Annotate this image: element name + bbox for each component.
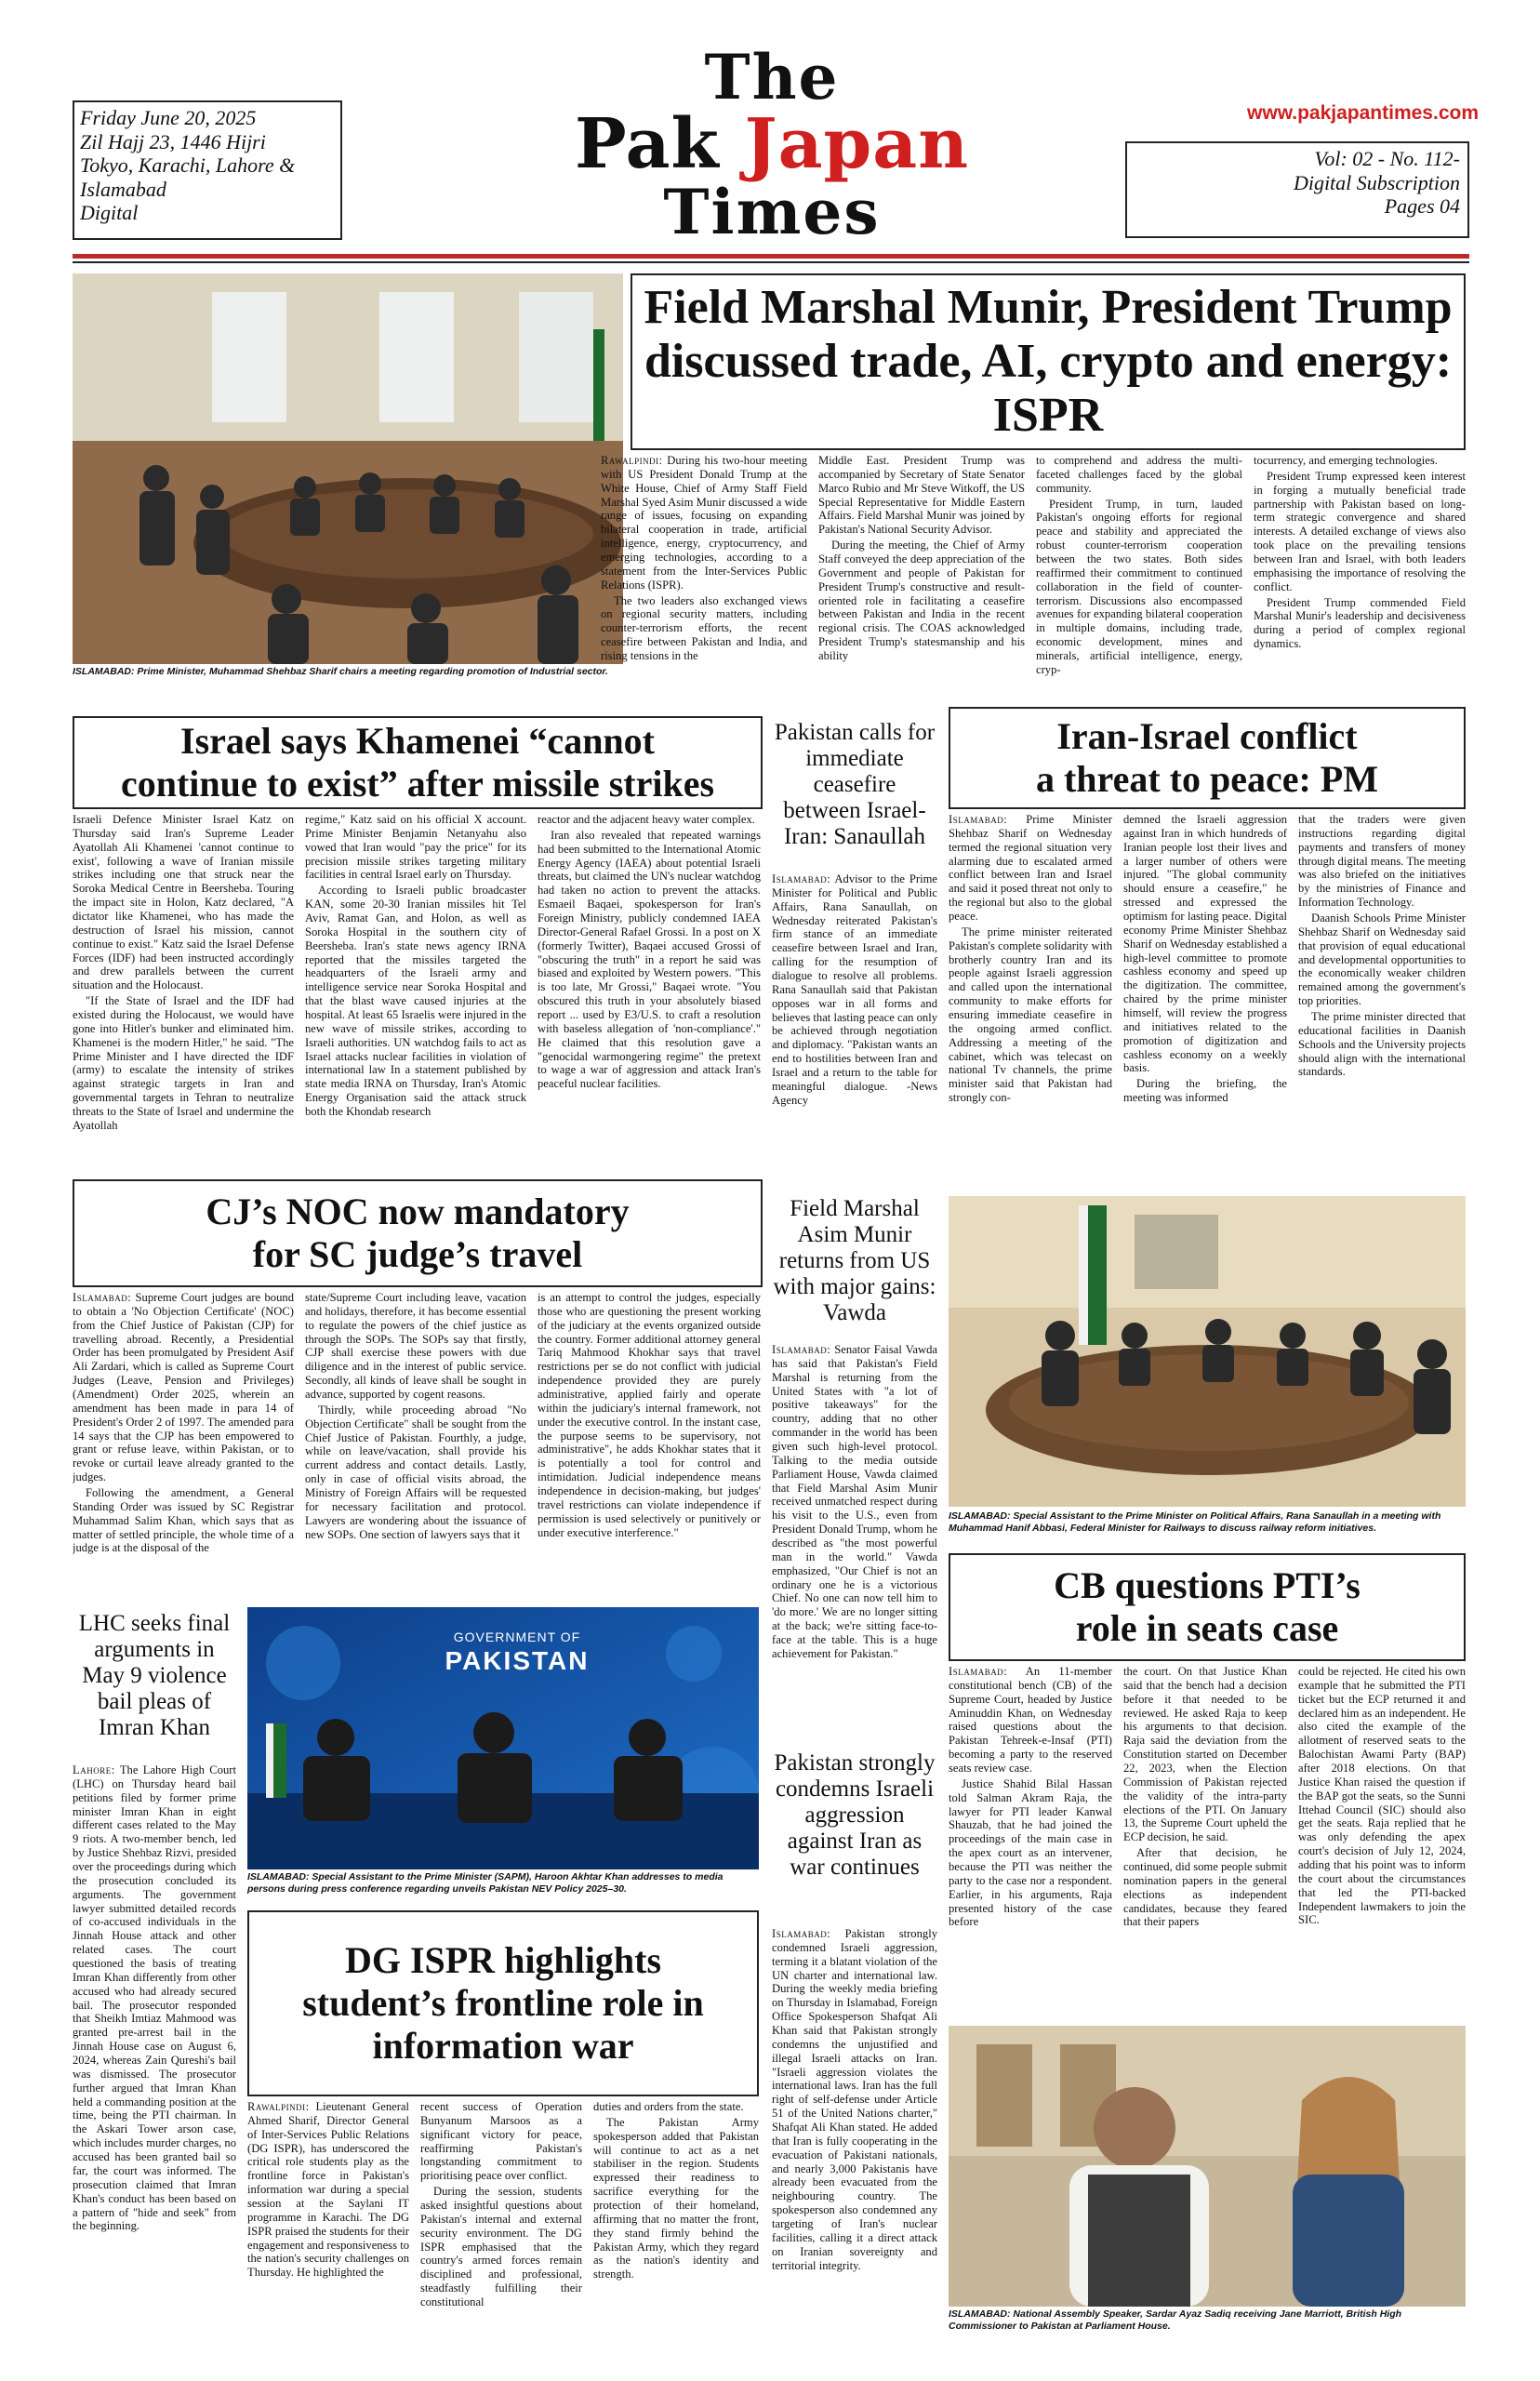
story1-col2b: During the meeting, the Chief of Army Staff conveyed the deep appreciation of the Government and people of Pakistan for President Trump's constructive and result-oriented role in facilitating a ceasefire between Pakistan and India in the recent regional crisis. The COAS acknowledged President Trump's statesmanship and his ability [818, 539, 1025, 663]
story4-col3b: Daanish Schools Prime Minister Shehbaz Sharif on Wednesday said that provision of equal educational and developmental opportunities to the economically weaker children remained among the government's top priorities. [1298, 911, 1466, 1008]
story10-col3-text: duties and orders from the state. [593, 2100, 744, 2113]
story4-col3-text: that the traders were given instructions regarding digital payments and transfers of money through digital means. The meeting was also briefed on the initiatives by the ministries of Finance and Information Technology. [1298, 813, 1466, 910]
title-japan: Japan [744, 104, 970, 184]
story8-dateline: Lahore: [73, 1763, 115, 1776]
story3-body-col [772, 872, 937, 1163]
railway-meeting-photo [949, 1196, 1466, 1507]
story5-headline-box [73, 1179, 763, 1287]
story7-col2-text: the court. On that Justice Khan said that the bench had a decision before it that needed to be reviewed. He asked Raja to keep his arguments to that decision. Raja said the deviation from the Constitution started on December 22, 2023, when the Election Commission of Pakistan rejected the validity of the intra-party elections of the PTI. On January 13, the Supreme Court upheld the ECP decision, he said. [1123, 1665, 1287, 1844]
photo-speaker-british-hc [949, 2026, 1466, 2307]
story2-col3 [538, 813, 761, 1163]
story2-col2 [305, 813, 526, 1163]
story5-col2b: Thirdly, while proceeding abroad "No Objection Certificate" shall be sought from the Chief Justice of Pakistan. Fourthly, a judge, while on leave/vacation, shall provide his current address and contact details. Lastly, only in case of official visits abroad, the Ministry of Foreign Affairs will be requested for necessary facilitation and protocol. Lawyers are wondering about the issuance of new SOPs. One section of lawyers says that it [305, 1403, 526, 1541]
story7-headline-box [949, 1553, 1466, 1661]
story1-dateline: Rawalpindi: [601, 454, 663, 467]
story1-col3 [1036, 454, 1242, 688]
story10-col3b: The Pakistan Army spokesperson added that Pakistan will continue to act as a net stabiliser in the region. Students expressed their readiness to sacrifice everything for the protection of their homeland, affirming that no matter the front, they stand firmly behind the Pakistan Army, which they regard as the nation's identity and strength. [593, 2115, 759, 2281]
date-box [73, 100, 342, 240]
story2-headline-line1: Israel says Khamenei “cannot [180, 720, 655, 762]
volume-line: Vol: 02 - No. 112- [1314, 147, 1460, 170]
story2-col3-text: reactor and the adjacent heavy water complex. [538, 813, 755, 826]
website-link[interactable]: www.pakjapantimes.com [1247, 102, 1479, 124]
story1-headline-box [631, 273, 1466, 450]
story6-body: Senator Faisal Vawda has said that Pakistan's Field Marshal is returning from the United States with "a lot of positive takeaways" for the country, adding that no other commander in the world has been given such high-level protocol. Talking to the media outside Parliament House, Vawda claimed that Field Marshal Asim Munir received unmatched respect during his visit to the U.S., even from President Donald Trump, whom he described as "the most powerful man in the world." Vawda emphasized, "Our Chief is not an ordinary one he is a victorious Chief. No one can now tell him to 'do more.' We are no longer sitting at the back; we're sitting face-to-face at the table. This is a huge achievement for Pakistan." [772, 1343, 937, 1660]
story6-body-col [772, 1343, 937, 1734]
cities-line: Tokyo, Karachi, Lahore & [80, 153, 296, 178]
story1-col1b: The two leaders also exchanged views on regional security matters, including counter-terrorism efforts, the recent ceasefire between Pakistan and India, and rising tensions in the [601, 593, 807, 663]
masthead-rule-red [73, 254, 1469, 259]
story10-col2 [420, 2100, 582, 2318]
volume-box [1125, 141, 1469, 238]
story2-col1 [73, 813, 294, 1163]
photo-caption-nev: ISLAMABAD: Special Assistant to the Prime Minister (SAPM), Haroon Akhtar Khan addresses to media persons during press conference regarding unveils Pakistan NEV Policy 2025–30. [247, 1871, 724, 1895]
story5-headline-line2: for SC judge’s travel [252, 1233, 583, 1275]
title-pak: Pak [574, 104, 720, 184]
hijri-line: Zil Hajj 23, 1446 Hijri [80, 129, 266, 153]
story8-headline: LHC seeks final arguments in May 9 violence bail pleas of Imran Khan [78, 1611, 231, 1740]
cities-line-2: Islamabad [80, 177, 166, 201]
story2-col1-text: Israeli Defence Minister Israel Katz on Thursday said Iran's Supreme Leader Ayatollah Ali Khamenei 'cannot continue to exist', following a wave of Iranian missile strikes including one that struck near the Soroka Medical Centre in Beersheba. Touring the impact site in Holon, Katz declared, "A dictator like Khamenei, who has made the destruction of Israel his mission, cannot continue to exist." Katz said the Israel Defense Forces (IDF) had been instructed accordingly and drew parallels between the current situation and the Holocaust. [73, 813, 294, 992]
story5-col1 [73, 1291, 294, 1585]
story10-col1 [247, 2100, 409, 2318]
story6-dateline: Islamabad: [772, 1343, 831, 1356]
story3-body: Advisor to the Prime Minister for Political and Public Affairs, Rana Sanaullah, on Wednesday reiterated Pakistan's firm stance of an immediate ceasefire between Israel and Iran, calling for the resumption of dialogue to resolve all problems. Rana Sanaullah said that Pakistan opposes war in all forms and believes that lasting peace can only be achieved through negotiation and diplomacy. "Pakistan wants an end to hostilities between Iran and Israel and a return to the table for meaningful dialogue. -News Agency [772, 872, 937, 1107]
story10-col2-text: recent success of Operation Bunyanum Marsoos as a significant victory for peace, reaffirming Pakistan's longstanding commitment to prioritising peace over conflict. [420, 2100, 582, 2183]
story10-headline-line3: information war [372, 2025, 634, 2067]
title-times: Times [663, 176, 881, 248]
story9-body: Pakistan strongly condemned Israeli aggression, terming it a blatant violation of the UN charter and international law. During the weekly media briefing on Thursday in Islamabad, Foreign Office Spokesperson Shafqat Ali Khan said that Pakistan strongly condemns the unjustified and illegal Israeli attacks on Iran. "Israeli aggression violates the international laws. Iran has the full right of self-defense under Article 51 of the United Nations charter," Shafqat Ali Khan stated. He added that Iran is fully cooperating in the evacuation of Pakistani nationals, and nearly 3,000 Pakistanis have already been evacuated from the neighbouring country. The spokesperson also condemned any targeting of Iran's nuclear facilities, calling it a direct attack on Iranian sovereignty and territorial integrity. [772, 1927, 937, 2272]
story7-col2b: After that decision, he continued, did some people submit nomination papers in the general elections as independent candidates, because they feared that their papers [1123, 1846, 1287, 1929]
story5-col1b: Following the amendment, a General Standing Order was issued by SC Registrar Muhammad Salim Khan, which says that as matter of settled principle, the whole time of a judge is at the disposal of the [73, 1486, 294, 1555]
story1-col1-text: During his two-hour meeting with US President Donald Trump at the White House, Chief of Army Staff Field Marshal Syed Asim Munir discussed a wide range of issues, focusing on expanding bilateral cooperation in trade, artificial intelligence, energy, cryptocurrency, and emerging technologies, according to a statement from the Inter-Services Public Relations (ISPR). [601, 454, 807, 592]
story5-col2 [305, 1291, 526, 1585]
story9-headline: Pakistan strongly condemns Israeli aggression against Iran as war continues [774, 1750, 936, 1880]
story3-dateline: Islamabad: [772, 872, 831, 885]
story1-col2 [818, 454, 1025, 688]
story3-headline: Pakistan calls for immediate ceasefire between Israel-Iran: Sanaullah [774, 720, 936, 849]
photo-sanaullah-meeting [949, 1196, 1466, 1507]
pages-line: Pages 04 [1384, 194, 1460, 219]
story1-col4c: President Trump commended Field Marshal Munir's leadership and decisiveness during a period of complex regional dynamics. [1254, 595, 1466, 651]
story10-headline-line1: DG ISPR highlights [344, 1939, 662, 1981]
story8-body-col [73, 1763, 236, 2318]
story7-col1b: Justice Shahid Bilal Hassan told Salman Akram Raja, the lawyer for PTI leader Kanwal Shauzab, that he had joined the proceedings of the main case in the apex court as an intervener, because the PTI was neither the party to the case nor a respondent. Earlier, in his arguments, Raja presented history of the case before [949, 1776, 1112, 1929]
story10-dateline: Rawalpindi: [247, 2100, 310, 2113]
story7-headline-line2: role in seats case [1075, 1607, 1339, 1649]
story10-col1-text: Lieutenant General Ahmed Sharif, Director General of Inter-Services Public Relations (DG ISPR), has underscored the critical role students play as the frontline force in Pakistan's information war during a special session at the Saylani IT programme in Karachi. The DG ISPR praised the students for their engagement and responsiveness to the nation's security challenges on Thursday. He highlighted the [247, 2100, 409, 2280]
story10-col3 [593, 2100, 759, 2318]
story1-col3-text: to comprehend and address the multi-faceted challenges faced by the global community. [1036, 454, 1242, 495]
story7-col2 [1123, 1665, 1287, 2015]
masthead-rule-black [73, 261, 1469, 263]
story4-headline-line1: Iran-Israel conflict [1056, 715, 1358, 757]
story5-col3-text: is an attempt to control the judges, especially those who are questioning the present working of the judiciary at the events organized outside the country. Former additional attorney general Tariq Mahmood Khokhar says that travel restrictions per se do not conflict with judicial independence provided they are purely administrative, applied fairly and operate within the judiciary's internal framework, not under the executive control. In the instant case, the purpose seems to be supervisory, not administrative", he adds Khokhar states that it is potentially a tool for control and intimidation. Judicial independence means independence in decision-making, but judges' travel restrictions can violate independence if permission is used selectively or punitively or under executive interference." [538, 1291, 761, 1539]
story7-col3-text: could be rejected. He cited his own example that he submitted the PTI ticket but the ECP returned it and declared him as an independent. He also cited the example of the allotment of reserved seats to the Balochistan Awami Party (BAP) after 2018 elections. On that Justice Khan raised the question if the BAP got the seats, so the Sunni Ittehad Council (SIC) should also get the seats. Raja replied that he was only defending the apex court's decision of July 12, 2024, adding that his point was to inform the court about the circumstances that led the PTI-backed Independent lawmakers to join the SIC. [1298, 1665, 1466, 1927]
story7-col1 [949, 1665, 1112, 2015]
story2-col2b: According to Israeli public broadcaster KAN, some 20-30 Iranian missiles hit Tel Aviv, Ramat Gan, and Holon, as well as Soroka Hospital in the southern city of Beersheba. Iran's state news agency IRNA reported that the missiles targeted the headquarters of the Israeli army and intelligence service near Soroka Hospital and that the blast wave caused injuries at the hospital. At least 65 Israelis were injured in the new wave of missile strikes, according to Israeli authorities. UN watchdog fails to act as Israel attacks nuclear facilities in violation of international law In a statement published by state media IRNA on Thursday, Iran's Atomic Energy Organisation said the attack struck both the Khondab research [305, 884, 526, 1119]
date-line: Friday June 20, 2025 [80, 106, 257, 129]
story1-col4 [1254, 454, 1466, 688]
story2-headline-box [73, 716, 763, 809]
story4-headline-box [949, 707, 1466, 809]
story4-col2 [1123, 813, 1287, 1163]
photo-nev-press-conference [247, 1607, 759, 1869]
story1-col1 [601, 454, 807, 688]
story2-col1b: "If the State of Israel and the IDF had existed during the Holocaust, we would have gone into Hitler's bunker and eliminated him. Khamenei is the modern Hitler," he said. "The Prime Minister and I have directed the IDF (army) to escalate the intensity of strikes against strategic targets in Iran and governmental targets in Tehran to neutralize threats to the State of Israel and undermine the Ayatollah [73, 994, 294, 1132]
subscription-line: Digital Subscription [1293, 170, 1460, 194]
story4-col1 [949, 813, 1112, 1163]
story10-headline-box [247, 1910, 759, 2096]
story9-dateline: Islamabad: [772, 1927, 831, 1940]
story5-col1-text: Supreme Court judges are bound to obtain a 'No Objection Certificate' (NOC) from the Chief Justice of Pakistan (CJP) for travelling abroad. Recently, a Presidential Order has been promulgated by President Asif Ali Zardari, which is called as Supreme Court Judges (Leave, Pension and Privileges) (Amendment) Order 2025, wherein an amendment has been made in para 14 of President's Order 2 of 1997. The amended para 14 says that the CJP has been empowered to grant or refuse leave, within Pakistan, or to revoke or curtail leave already granted to the judges. [73, 1291, 294, 1484]
story7-headline-line1: CB questions PTI’s [1054, 1564, 1361, 1606]
government-banner-line1: GOVERNMENT OF [453, 1629, 581, 1644]
story4-headline-line2: a threat to peace: PM [1035, 758, 1378, 800]
story1-col3b: President Trump, in turn, lauded Pakistan's ongoing efforts for regional peace and stability and appreciated the robust counter-terrorism cooperation between the two states. Both sides reaffirmed their commitment to continued collaboration in the field of counter-terrorism. Discussions also encompassed avenues for expanding bilateral cooperation in multiple domains, including trade, economic development, mines and minerals, artificial intelligence, energy, cryp- [1036, 497, 1242, 676]
story2-col3b: Iran also revealed that repeated warnings had been submitted to the International Atomic Energy Agency (IAEA) about potential Israeli threats, but claimed the UN's nuclear watchdog had taken no action to prevent the attacks. Esmaeil Baqaei, spokesperson for Iran's Foreign Ministry, publicly condemned IAEA Director-General Rafael Grossi. In a post on X (formerly Twitter), Baqaei accused Grossi of "obscuring the truth" in a report he said was biased and exploited by Western powers. "This is too late, Mr Grossi," Baqaei wrote. "You obscured this truth in your absolutely biased report ... used by E3/U.S. to craft a resolution with baseless allegation of 'non-compliance'." He claimed that this resolution gave a "genocidal warmongering regime" the pretext to wage a war of aggression and attack Iran's peaceful nuclear facilities. [538, 828, 761, 1091]
story4-dateline: Islamabad: [949, 813, 1008, 826]
story1-col2-text: Middle East. President Trump was accompanied by Secretary of State Senator Marco Rubio and Mr Steve Witkoff, the US Special Representative for Middle Eastern Affairs. Field Marshal Munir was joined by Pakistan's National Security Advisor. [818, 454, 1025, 537]
title-the: The [704, 41, 840, 113]
story4-col1-text: Prime Minister Shehbaz Sharif on Wednesday termed the regional situation very alarming due to escalated armed conflict between Iran and Israel and said it posed threat not only to the regional but also to the global peace. [949, 813, 1112, 924]
story2-col2-text: regime," Katz said on his official X account. Prime Minister Benjamin Netanyahu also vowed that Iran would "pay the price" for its precision missile strikes targeting military facilities in central Israel early on Thursday. [305, 813, 526, 882]
story5-dateline: Islamabad: [73, 1291, 132, 1304]
story4-col3c: The prime minister directed that educational facilities in Daanish Schools and the University projects should align with the international standards. [1298, 1010, 1466, 1079]
story4-col1b: The prime minister reiterated Pakistan's complete solidarity with brotherly country Iran and its people against Israeli aggression and called upon the international community to make efforts for ensuring immediate ceasefire in the ongoing armed conflict. Addressing a meeting of the cabinet, which was telecast on national Tv channels, the prime minister said that Pakistan had strongly con- [949, 924, 1112, 1105]
photo-caption-1: ISLAMABAD: Prime Minister, Muhammad Shehbaz Sharif chairs a meeting regarding promotion of Industrial sector. [73, 666, 608, 677]
story5-headline-line1: CJ’s NOC now mandatory [206, 1190, 630, 1232]
story4-col2b: During the briefing, the meeting was informed [1123, 1077, 1287, 1105]
story2-headline-line2: continue to exist” after missile strikes [120, 763, 715, 805]
story10-col2b: During the session, students asked insightful questions about Pakistan's internal and external security environment. The DG ISPR emphasised that the country's armed forces remain disciplined and professional, steadfastly fulfilling their constitutional [420, 2185, 582, 2309]
story5-col2-text: state/Supreme Court including leave, vacation and holidays, therefore, it has become essential to regulate the powers of the chief justice as through the SOPs. The SOPs say that firstly, CJP shall exercise these powers with due diligence and in the interest of public service. Secondly, all kinds of leave shall be sought in advance, supported by cogent reasons. [305, 1291, 526, 1402]
story1-col4b: President Trump expressed keen interest in forging a mutually beneficial trade partnership with Pakistan based on long-term strategic convergence and shared interests. A detailed exchange of views also took place on the prevailing tensions between Iran and Israel, with both leaders emphasising the importance of resolving the conflict. [1254, 469, 1466, 593]
story1-col4-text: tocurrency, and emerging technologies. [1254, 454, 1438, 467]
story7-dateline: Islamabad: [949, 1665, 1008, 1678]
story6-headline: Field Marshal Asim Munir returns from US with major gains: Vawda [773, 1196, 936, 1325]
story10-headline-line2: student’s frontline role in [302, 1982, 704, 2024]
edition-line: Digital [80, 201, 139, 225]
story5-col3 [538, 1291, 761, 1585]
story4-col2-text: demned the Israeli aggression against Iran in which hundreds of Iranian people lost their lives and a larger number of others were injured. "The global community should ensure a ceasefire," he stressed and expressed the optimism for lasting peace. Digital economy Prime Minister Shehbaz Sharif on Wednesday established a high-level committee to promote cashless economy and speed up the digitization. The committee, chaired by the prime minister himself, will review the progress and initiatives related to the promotion of digitization and cashless economy on a weekly basis. [1123, 813, 1287, 1075]
story1-headline: Field Marshal Munir, President Trump discussed trade, AI, crypto and energy: ISPR [644, 280, 1453, 443]
photo-caption-railway: ISLAMABAD: Special Assistant to the Prime Minister on Political Affairs, Rana Sanaullah in a meeting with Muhammad Hanif Abbasi, Federal Minister for Railways to discuss railway reform initiatives. [949, 1510, 1441, 1534]
photo-caption-speaker: ISLAMABAD: National Assembly Speaker, Sardar Ayaz Sadiq receiving Jane Marriott, British High Commissioner to Pakistan at Parliament House. [949, 2308, 1402, 2332]
government-banner-line2: PAKISTAN [445, 1646, 590, 1675]
masthead-title [428, 41, 1116, 249]
speaker-meeting-photo [949, 2026, 1466, 2307]
story4-col3 [1298, 813, 1466, 1163]
story7-col3 [1298, 1665, 1466, 2015]
story7-col1-text: An 11-member constitutional bench (CB) of the Supreme Court, headed by Justice Aminuddin Khan, on Wednesday raised questions about the Pakistan Tehreek-e-Insaf (PTI) becoming a party to the reserved seats review case. [949, 1665, 1112, 1776]
meeting-photo-illustration [73, 273, 623, 664]
story9-body-col [772, 1927, 937, 2318]
photo-pm-industrial-meeting [73, 273, 623, 664]
story8-body: The Lahore High Court (LHC) on Thursday heard bail petitions filed by former prime minister Imran Khan in eight different cases related to the May 9 riots. A two-member bench, led by Justice Shehbaz Rizvi, presided over the proceedings during which the prosecution concluded its arguments. The government lawyer submitted detailed records of co-accused individuals in the Jinnah House attack and other related cases. The court questioned the basis of treating Imran Khan differently from other accused who had already secured bail. The prosecutor responded that Sheikh Imtiaz Mahmood was granted pre-arrest bail in the Jinnah House case on August 6, 2024, whereas Zain Qureshi's bail was dismissed. The prosecutor further argued that Imran Khan held a commanding position at the time, being the PTI chairman. In the Askari Tower arson case, which includes murder charges, no accused has been granted bail so far, the court was informed. The prosecution claimed that Imran Khan's conduct has been based on a pattern of "hide and seek" from the beginning. [73, 1763, 236, 2233]
